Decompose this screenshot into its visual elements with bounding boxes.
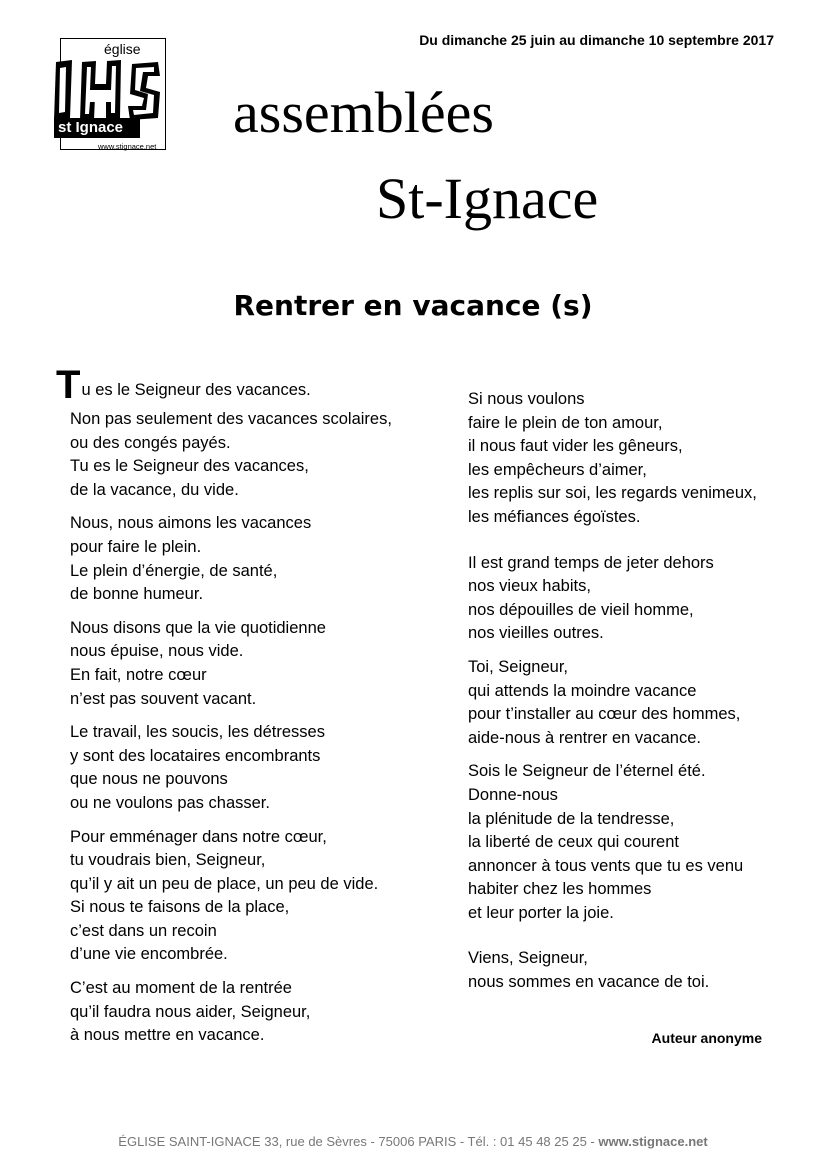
- verse-line: nos vieilles outres.: [468, 624, 604, 643]
- verse-line: aide-nous à rentrer en vacance.: [468, 728, 701, 747]
- verse-line: Donne-nous: [468, 785, 558, 804]
- stanza: [468, 760, 798, 925]
- stanza: [70, 617, 440, 711]
- verse-line: de la vacance, du vide.: [70, 480, 239, 499]
- verse-line: les empêcheurs d’aimer,: [468, 460, 647, 479]
- drop-cap: T: [56, 363, 81, 407]
- verse-line: ou ne voulons pas chasser.: [70, 793, 270, 812]
- verse-line: pour faire le plein.: [70, 537, 202, 556]
- logo-name: st Ignace: [54, 118, 140, 138]
- verse-line: Il est grand temps de jeter dehors: [468, 553, 714, 572]
- date-range: Du dimanche 25 juin au dimanche 10 septembre 2017: [419, 32, 774, 48]
- verse-line: pour t’installer au cœur des hommes,: [468, 705, 741, 724]
- verse-line: qu’il y ait un peu de place, un peu de vide.: [70, 874, 379, 893]
- verse-line: y sont des locataires encombrants: [70, 746, 321, 765]
- verse-line: ou des congés payés.: [70, 433, 231, 452]
- verse-line: nos vieux habits,: [468, 577, 591, 596]
- verse-line: Pour emménager dans notre cœur,: [70, 827, 327, 846]
- footer-church: ÉGLISE SAINT-IGNACE: [118, 1134, 261, 1149]
- title-line-1: assemblées: [233, 80, 494, 145]
- opening-line: [56, 363, 440, 407]
- verse-line: Le plein d’énergie, de santé,: [70, 561, 278, 580]
- footer-address: 33, rue de Sèvres - 75006: [264, 1134, 415, 1149]
- verse-line: les méfiances égoïstes.: [468, 507, 641, 526]
- verse-line: à nous mettre en vacance.: [70, 1026, 265, 1045]
- verse-line: faire le plein de ton amour,: [468, 413, 663, 432]
- stanza: [468, 656, 798, 750]
- stanza: [70, 826, 440, 968]
- stanza: [468, 552, 798, 646]
- logo-eglise-text: église: [104, 41, 141, 57]
- title-line-2: St-Ignace: [376, 166, 599, 231]
- verse-line: Sois le Seigneur de l’éternel été.: [468, 762, 706, 781]
- verse-line: nos dépouilles de vieil homme,: [468, 600, 694, 619]
- verse-line: d’une vie encombrée.: [70, 945, 228, 964]
- verse-line: annoncer à tous vents que tu es venu: [468, 856, 744, 875]
- verse-line: tu voudrais bien, Seigneur,: [70, 851, 266, 870]
- verse-line: qu’il faudra nous aider, Seigneur,: [70, 1002, 311, 1021]
- verse-line: Viens, Seigneur,: [468, 949, 588, 968]
- verse-line: les replis sur soi, les regards venimeux,: [468, 484, 757, 503]
- footer-website-link[interactable]: www.stignace.net: [598, 1134, 708, 1149]
- opening-line-text: u es le Seigneur des vacances.: [81, 381, 311, 399]
- verse-line: Nous disons que la vie quotidienne: [70, 618, 326, 637]
- verse-line: il nous faut vider les gêneurs,: [468, 437, 683, 456]
- verse-line: Le travail, les soucis, les détresses: [70, 723, 325, 742]
- verse-line: la liberté de ceux qui courent: [468, 833, 679, 852]
- verse-line: nous épuise, nous vide.: [70, 642, 244, 661]
- footer-city-phone: PARIS - Tél. : 01 45 48 25 25 -: [418, 1134, 595, 1149]
- page-footer: [0, 1134, 826, 1149]
- verse-line: Si nous te faisons de la place,: [70, 898, 290, 917]
- ihs-monogram-icon: [54, 58, 166, 122]
- verse-line: Toi, Seigneur,: [468, 657, 568, 676]
- verse-line: nous sommes en vacance de toi.: [468, 973, 710, 992]
- author-credit: Auteur anonyme: [651, 1030, 762, 1046]
- verse-line: Tu es le Seigneur des vacances,: [70, 457, 309, 476]
- stanza: [70, 721, 440, 815]
- verse-line: Non pas seulement des vacances scolaires,: [70, 410, 392, 428]
- stanza: [468, 388, 798, 530]
- stanza: [468, 947, 798, 994]
- stanza: [70, 512, 440, 606]
- verse-line: En fait, notre cœur: [70, 665, 207, 684]
- verse-line: C’est au moment de la rentrée: [70, 979, 292, 998]
- verse-line: c’est dans un recoin: [70, 921, 217, 940]
- verse-line: n’est pas souvent vacant.: [70, 689, 257, 708]
- logo-url: www.stignace.net: [98, 142, 157, 151]
- verse-line: que nous ne pouvons: [70, 770, 228, 789]
- left-column: [56, 363, 440, 1058]
- right-column: [468, 388, 798, 1005]
- stanza: [70, 977, 440, 1048]
- verse-line: Si nous voulons: [468, 390, 585, 408]
- stanza: [70, 408, 440, 502]
- verse-line: et leur porter la joie.: [468, 903, 614, 922]
- verse-line: de bonne humeur.: [70, 585, 204, 604]
- prayer-heading: Rentrer en vacance (s): [233, 289, 593, 322]
- verse-line: qui attends la moindre vacance: [468, 681, 697, 700]
- church-logo: [54, 38, 166, 154]
- verse-line: Nous, nous aimons les vacances: [70, 514, 312, 533]
- verse-line: habiter chez les hommes: [468, 880, 652, 899]
- verse-line: la plénitude de la tendresse,: [468, 809, 675, 828]
